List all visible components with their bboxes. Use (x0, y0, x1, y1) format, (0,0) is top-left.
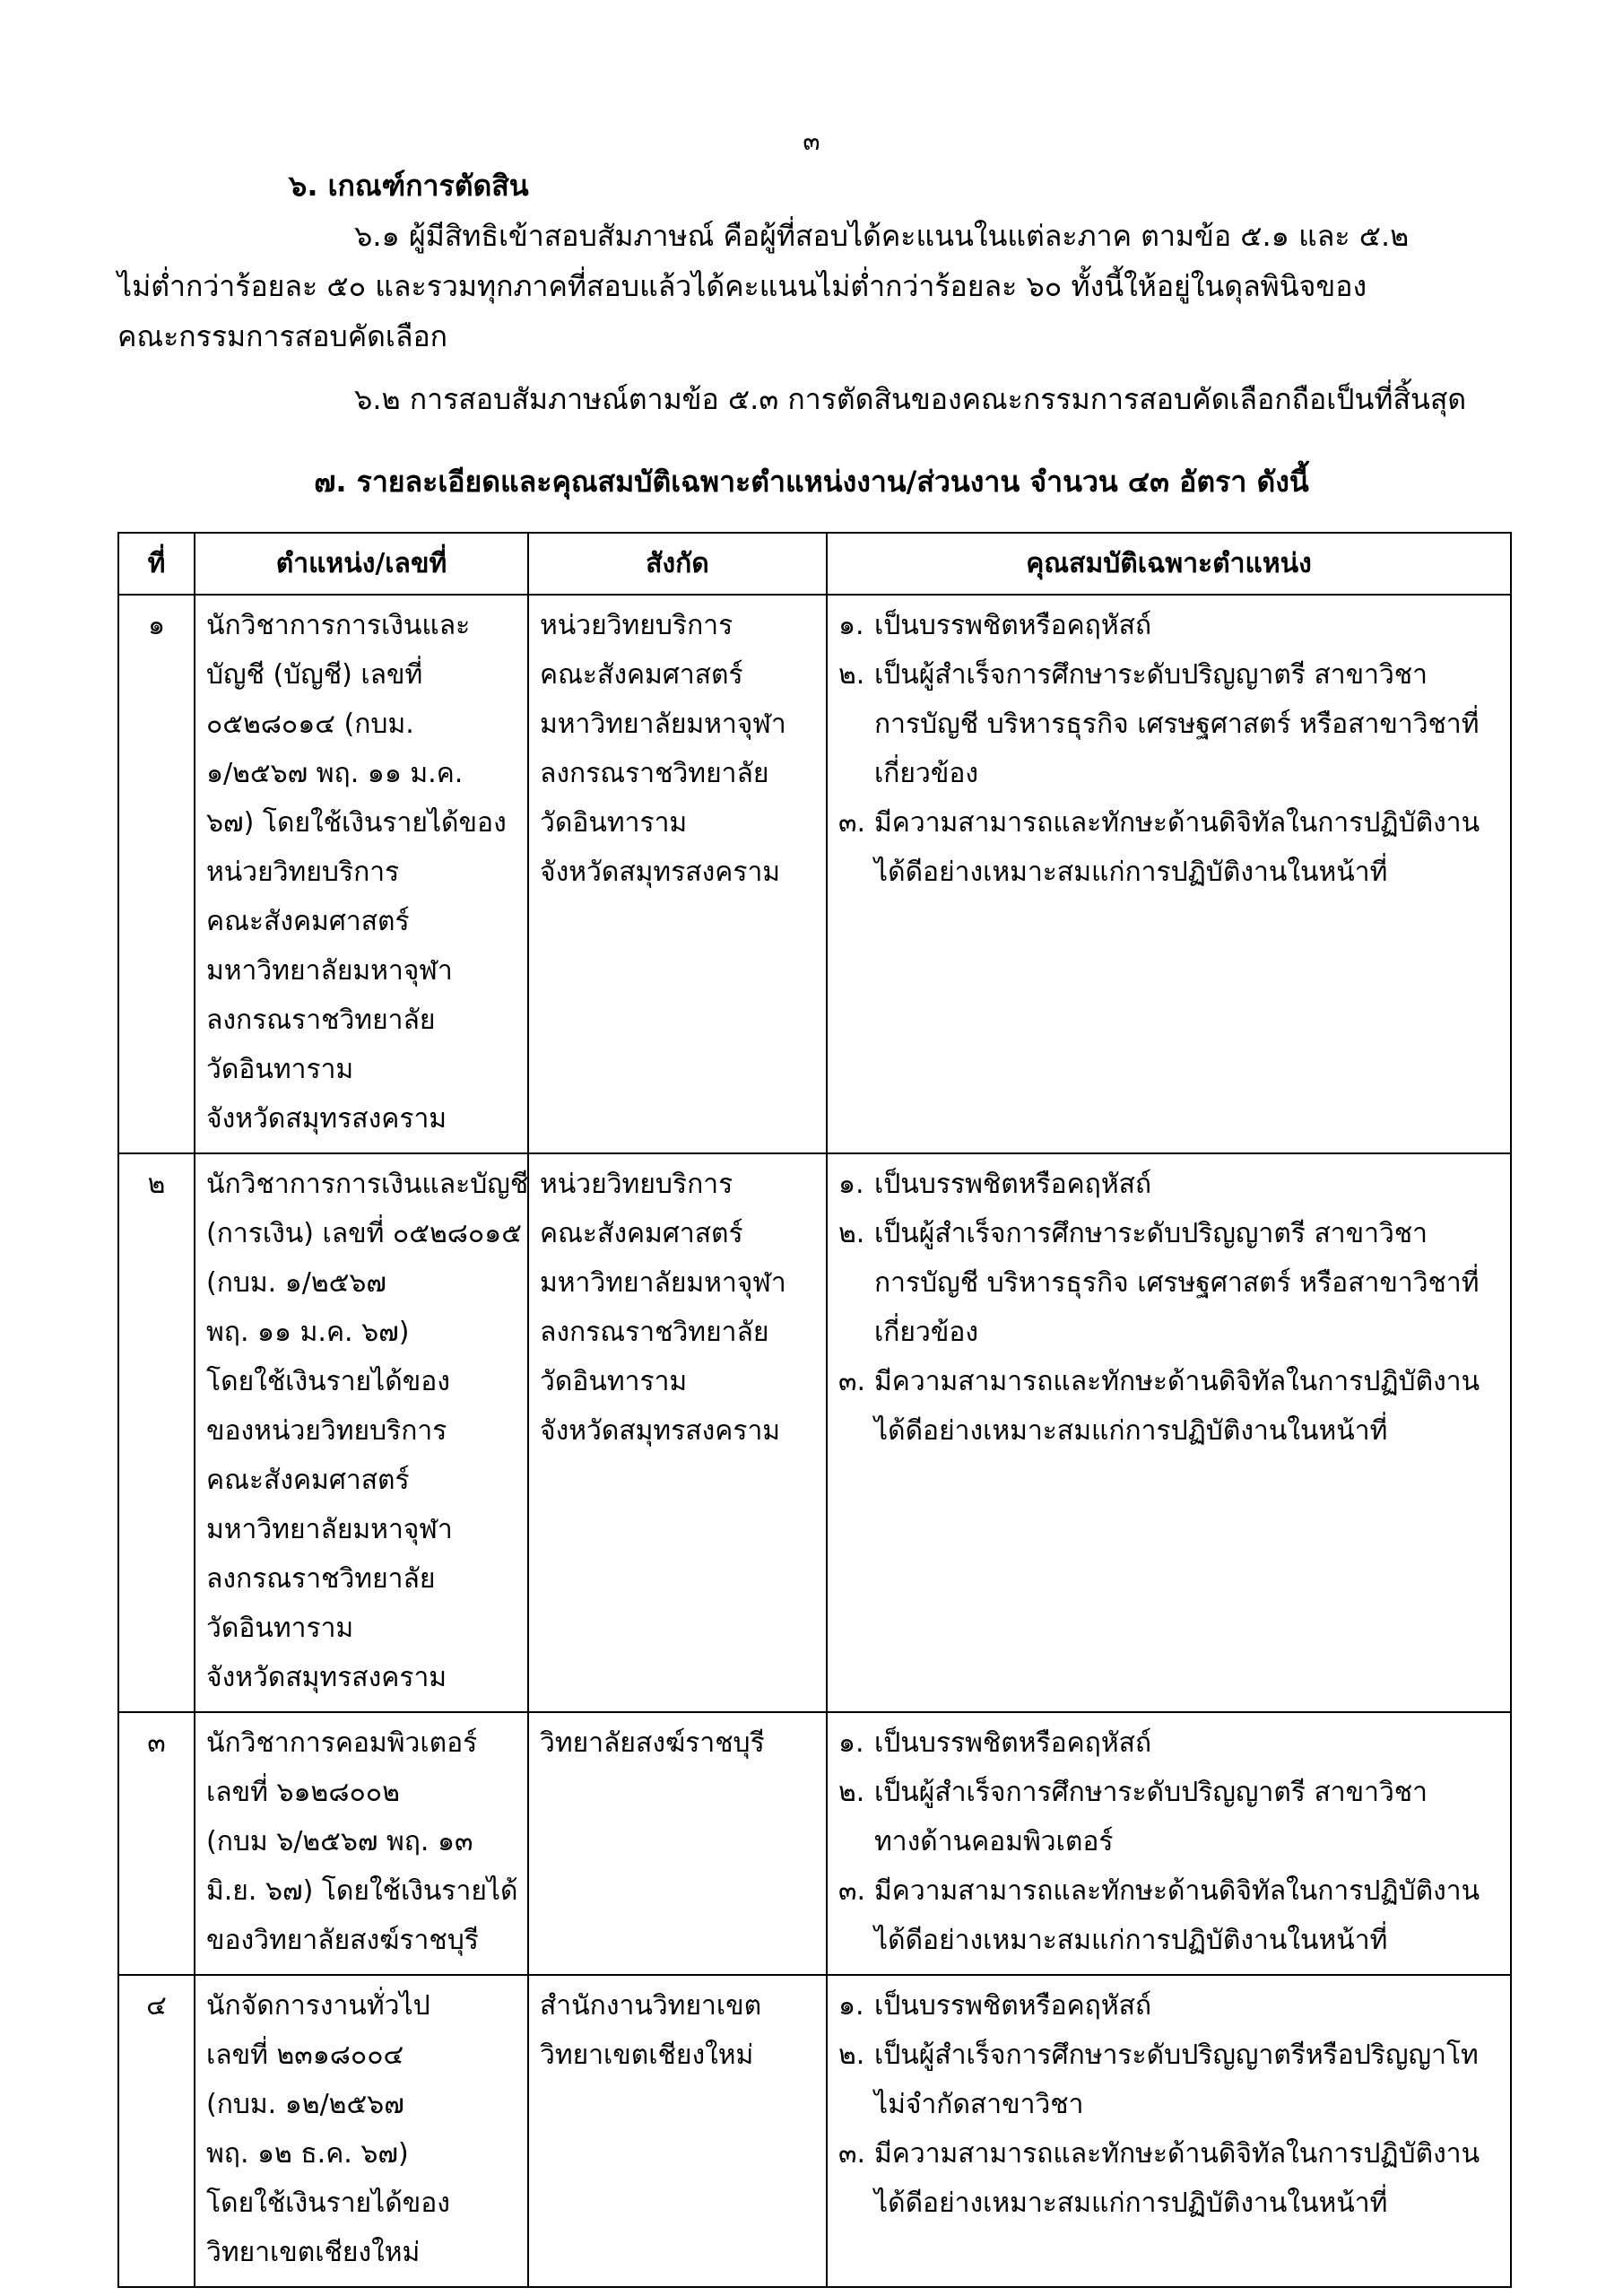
qualification-number: ๓. (838, 2138, 866, 2170)
affiliation-line: ลงกรณราชวิทยาลัย (540, 758, 769, 789)
table-row (118, 1975, 1511, 2287)
position-line: (กบม. ๑๒/๒๕๖๗ (206, 2089, 404, 2120)
position-line: ของวิทยาลัยสงฆ์ราชบุรี (206, 1925, 479, 1956)
qualification-line: มีความสามารถและทักษะด้านดิจิทัลในการปฏิบัติงาน (874, 1366, 1480, 1397)
affiliation-line: วิทยาลัยสงฆ์ราชบุรี (540, 1727, 765, 1759)
position-line: พฤ. ๑๑ ม.ค. ๖๗) (206, 1317, 410, 1348)
position-line: วิทยาเขตเชียงใหม่ (206, 2237, 421, 2268)
section-6-1-line-2: ไม่ต่ำกว่าร้อยละ ๕๐ และรวมทุกภาคที่สอบแล้วได้คะแนนไม่ต่ำกว่าร้อยละ ๖๐ ทั้งนี้ให้อยู่ในดุลพินิจของ (117, 269, 1367, 303)
qualification-line: ไม่จำกัดสาขาวิชา (874, 2089, 1084, 2120)
position-line: ของหน่วยวิทยบริการ (206, 1415, 447, 1447)
position-line: ลงกรณราชวิทยาลัย (206, 1563, 436, 1595)
qualification-item (838, 798, 1499, 897)
affiliation-line: วิทยาเขตเชียงใหม่ (540, 2039, 754, 2071)
section-6-heading: ๖. เกณฑ์การตัดสิน (289, 169, 529, 203)
qualification-item (838, 2031, 1499, 2129)
affiliation-line: มหาวิทยาลัยมหาจุฬา (540, 709, 786, 740)
row-number: ๒ (118, 1153, 195, 1712)
qualification-line: เป็นบรรพชิตหรือคฤหัสถ์ (874, 610, 1152, 641)
position-line: โดยใช้เงินรายได้ของ (206, 1366, 450, 1397)
qualification-line: มีความสามารถและทักษะด้านดิจิทัลในการปฏิบัติงาน (874, 2138, 1480, 2170)
qualification-number: ๒. (838, 659, 865, 691)
affiliation-cell (528, 1712, 827, 1975)
affiliation-line: ลงกรณราชวิทยาลัย (540, 1317, 769, 1348)
qualifications-cell (827, 595, 1511, 1153)
position-line: มิ.ย. ๖๗) โดยใช้เงินรายได้ (206, 1875, 518, 1907)
qualification-line: เป็นผู้สำเร็จการศึกษาระดับปริญญาตรี สาขาวิชา (874, 1218, 1428, 1249)
qualification-number: ๑. (838, 1727, 864, 1759)
qualification-item (838, 1357, 1499, 1456)
affiliation-cell (528, 1153, 827, 1712)
qualification-item (838, 1718, 1499, 1768)
section-7-heading: ๗. รายละเอียดและคุณสมบัติเฉพาะตำแหน่งงาน/ส่วนงาน จำนวน ๔๓ อัตรา ดังนี้ (314, 465, 1309, 499)
qualification-line: เป็นผู้สำเร็จการศึกษาระดับปริญญาตรี สาขาวิชา (874, 1777, 1428, 1808)
position-line: มหาวิทยาลัยมหาจุฬา (206, 955, 453, 987)
qualification-line: เกี่ยวข้อง (874, 1317, 979, 1348)
position-line: นักวิชาการการเงินและ (206, 610, 471, 641)
qualification-line: ได้ดีอย่างเหมาะสมแก่การปฏิบัติงานในหน้าที่ (874, 857, 1388, 888)
row-number: ๔ (118, 1975, 195, 2287)
qualification-text (874, 650, 1480, 798)
qualification-line: การบัญชี บริหารธุรกิจ เศรษฐศาสตร์ หรือสาขาวิชาที่ (874, 1267, 1480, 1299)
qualification-text (874, 1768, 1428, 1866)
position-line: มหาวิทยาลัยมหาจุฬา (206, 1514, 453, 1545)
header-qualifications: คุณสมบัติเฉพาะตำแหน่ง (827, 533, 1511, 595)
row-number: ๓ (118, 1712, 195, 1975)
qualification-number: ๒. (838, 2039, 865, 2071)
affiliation-line: คณะสังคมศาสตร์ (540, 659, 743, 691)
qualification-text (874, 798, 1480, 897)
qualification-line: มีความสามารถและทักษะด้านดิจิทัลในการปฏิบัติงาน (874, 1875, 1480, 1907)
qualification-number: ๑. (838, 610, 864, 641)
qualification-line: เป็นบรรพชิตหรือคฤหัสถ์ (874, 1169, 1152, 1200)
qualification-text (874, 1209, 1480, 1357)
qualification-number: ๓. (838, 807, 866, 839)
position-line: เลขที่ ๖๑๒๘๐๐๒ (206, 1777, 400, 1808)
qualification-line: เป็นผู้สำเร็จการศึกษาระดับปริญญาตรีหรือปริญญาโท (874, 2039, 1479, 2071)
position-line: ๑/๒๕๖๗ พฤ. ๑๑ ม.ค. (206, 758, 464, 789)
affiliation-line: หน่วยวิทยบริการ (540, 610, 733, 641)
position-line: พฤ. ๑๒ ธ.ค. ๖๗) (206, 2138, 409, 2170)
section-6-2: ๖.๒ การสอบสัมภาษณ์ตามข้อ ๕.๓ การตัดสินของคณะกรรมการสอบคัดเลือกถือเป็นที่สิ้นสุด (354, 382, 1467, 416)
qualification-text (874, 2129, 1480, 2228)
position-line: หน่วยวิทยบริการ (206, 857, 400, 888)
position-line: บัญชี (บัญชี) เลขที่ (206, 659, 423, 691)
qualification-line: การบัญชี บริหารธุรกิจ เศรษฐศาสตร์ หรือสาขาวิชาที่ (874, 709, 1480, 740)
qualifications-cell (827, 1153, 1511, 1712)
position-line: นักวิชาการการเงินและบัญชี (206, 1169, 529, 1200)
header-affiliation: สังกัด (528, 533, 827, 595)
position-line: (กบม. ๑/๒๕๖๗ (206, 1267, 386, 1299)
row-number: ๑ (118, 595, 195, 1153)
position-cell (195, 1712, 528, 1975)
table-row (118, 595, 1511, 1153)
qualification-item (838, 1866, 1499, 1965)
table-row (118, 1712, 1511, 1975)
qualification-number: ๒. (838, 1218, 865, 1249)
qualification-item (838, 650, 1499, 798)
affiliation-line: วัดอินทาราม (540, 807, 688, 839)
table-header-row (118, 533, 1511, 595)
affiliation-line: สำนักงานวิทยาเขต (540, 1990, 762, 2022)
position-cell (195, 1975, 528, 2287)
qualification-text (874, 1160, 1151, 1209)
qualification-item (838, 1768, 1499, 1866)
affiliation-line: มหาวิทยาลัยมหาจุฬา (540, 1267, 786, 1299)
qualification-line: เป็นบรรพชิตหรือคฤหัสถ์ (874, 1990, 1152, 2022)
affiliation-cell (528, 595, 827, 1153)
qualification-item (838, 1981, 1499, 2031)
qualification-line: ได้ดีอย่างเหมาะสมแก่การปฏิบัติงานในหน้าที่ (874, 1415, 1388, 1447)
position-cell (195, 595, 528, 1153)
section-6-1-line-1: ๖.๑ ผู้มีสิทธิเข้าสอบสัมภาษณ์ คือผู้ที่สอบได้คะแนนในแต่ละภาค ตามข้อ ๕.๑ และ ๕.๒ (354, 219, 1410, 253)
qualification-number: ๑. (838, 1169, 864, 1200)
qualifications-cell (827, 1975, 1511, 2287)
qualification-line: เป็นผู้สำเร็จการศึกษาระดับปริญญาตรี สาขาวิชา (874, 659, 1428, 691)
qualification-text (874, 1357, 1480, 1456)
qualification-number: ๓. (838, 1875, 866, 1907)
qualifications-cell (827, 1712, 1511, 1975)
position-line: วัดอินทาราม (206, 1054, 354, 1085)
table-body (118, 595, 1511, 2287)
qualification-line: มีความสามารถและทักษะด้านดิจิทัลในการปฏิบัติงาน (874, 807, 1480, 839)
section-6-1-line-3: คณะกรรมการสอบคัดเลือก (117, 319, 448, 353)
qualification-text (874, 1866, 1480, 1965)
position-line: ๖๗) โดยใช้เงินรายได้ของ (206, 807, 507, 839)
header-no: ที่ (118, 533, 195, 595)
position-line: โดยใช้เงินรายได้ของ (206, 2187, 450, 2219)
qualification-line: เป็นบรรพชิตหรือคฤหัสถ์ (874, 1727, 1152, 1759)
qualification-text (874, 1718, 1151, 1768)
qualification-line: ได้ดีอย่างเหมาะสมแก่การปฏิบัติงานในหน้าที่ (874, 2187, 1388, 2219)
affiliation-cell (528, 1975, 827, 2287)
affiliation-line: จังหวัดสมุทรสงคราม (540, 857, 781, 888)
position-line: วัดอินทาราม (206, 1613, 354, 1644)
position-line: คณะสังคมศาสตร์ (206, 1465, 410, 1496)
header-position: ตำแหน่ง/เลขที่ (195, 533, 528, 595)
table-row (118, 1153, 1511, 1712)
qualification-number: ๓. (838, 1366, 866, 1397)
affiliation-line: วัดอินทาราม (540, 1366, 688, 1397)
qualification-line: ได้ดีอย่างเหมาะสมแก่การปฏิบัติงานในหน้าที่ (874, 1925, 1388, 1956)
qualification-number: ๑. (838, 1990, 864, 2022)
affiliation-line: หน่วยวิทยบริการ (540, 1169, 733, 1200)
position-line: (การเงิน) เลขที่ ๐๕๒๘๐๑๕ (206, 1218, 522, 1249)
qualification-text (874, 1981, 1151, 2031)
position-line: ๐๕๒๘๐๑๔ (กบม. (206, 709, 414, 740)
qualification-text (874, 2031, 1479, 2129)
qualification-text (874, 601, 1151, 650)
qualification-line: เกี่ยวข้อง (874, 758, 979, 789)
position-line: (กบม ๖/๒๕๖๗ พฤ. ๑๓ (206, 1826, 473, 1857)
qualification-item (838, 2129, 1499, 2228)
position-line: นักจัดการงานทั่วไป (206, 1990, 430, 2022)
position-cell (195, 1153, 528, 1712)
position-line: จังหวัดสมุทรสงคราม (206, 1662, 447, 1693)
position-line: คณะสังคมศาสตร์ (206, 906, 410, 937)
qualification-line: ทางด้านคอมพิวเตอร์ (874, 1826, 1114, 1857)
position-line: นักวิชาการคอมพิวเตอร์ (206, 1727, 478, 1759)
position-line: ลงกรณราชวิทยาลัย (206, 1004, 436, 1036)
position-line: จังหวัดสมุทรสงคราม (206, 1103, 447, 1135)
qualification-item (838, 601, 1499, 650)
position-line: เลขที่ ๒๓๑๘๐๐๔ (206, 2039, 404, 2071)
qualification-number: ๒. (838, 1777, 865, 1808)
affiliation-line: คณะสังคมศาสตร์ (540, 1218, 743, 1249)
qualification-item (838, 1160, 1499, 1209)
page-number: ๓ (803, 126, 820, 156)
affiliation-line: จังหวัดสมุทรสงคราม (540, 1415, 781, 1447)
positions-table (117, 532, 1512, 2288)
qualification-item (838, 1209, 1499, 1357)
